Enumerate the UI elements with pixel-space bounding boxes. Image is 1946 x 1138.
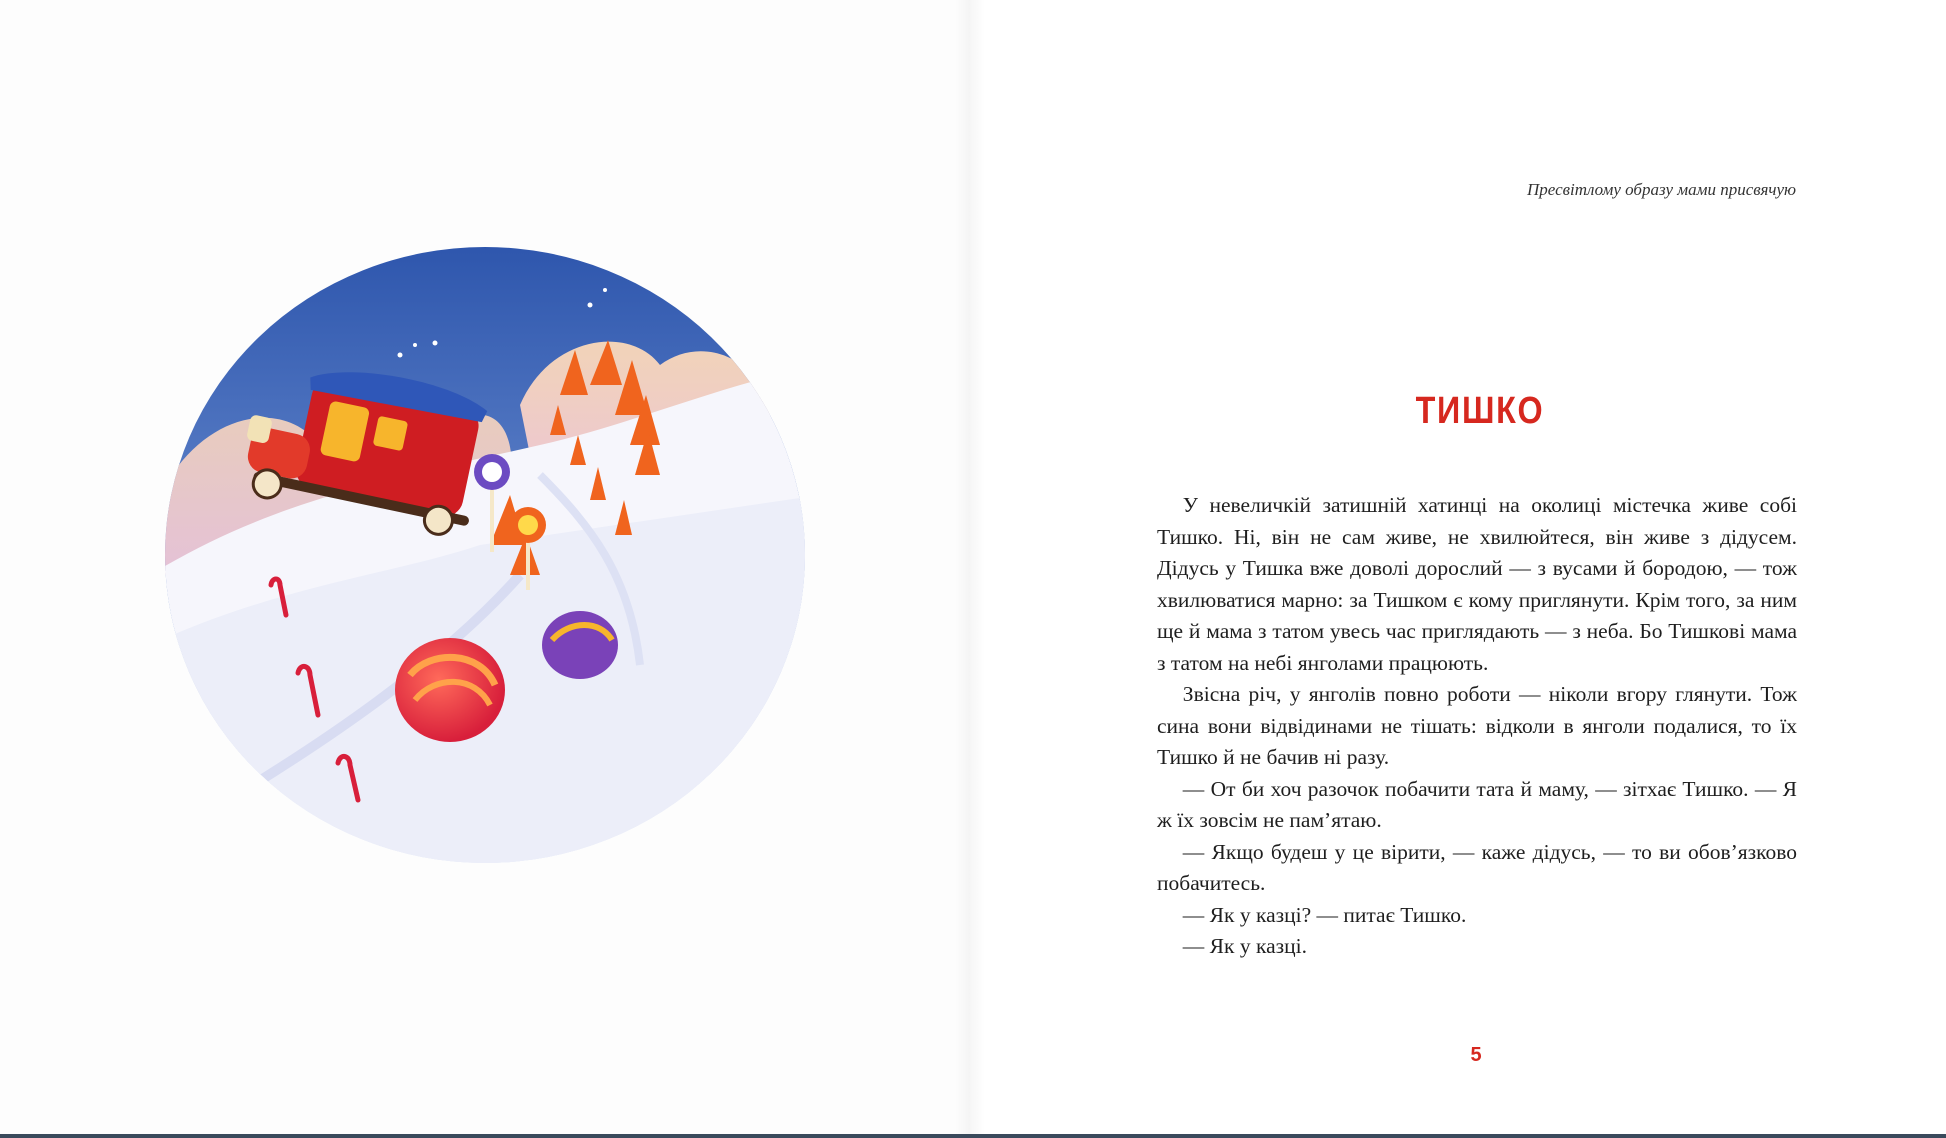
story-paragraph: Звісна річ, у янголів повно роботи — ніколи вгору глянути. Тож сина вони відвідинами не тішать: відколи в янголи подалися, то їх Тишко й не бачив ні разу. — [1157, 682, 1797, 769]
story-text — [1157, 490, 1797, 963]
dedication-text: Пресвітлому образу мами присвячую — [1527, 180, 1796, 199]
story-paragraph: — Якщо будеш у це вірити, — каже дідусь, — то ви обов’язково побачитесь. — [1157, 839, 1797, 895]
page-number: 5 — [1470, 1044, 1482, 1066]
story-paragraph: — Як у казці. — [1182, 934, 1307, 958]
book-gutter — [955, 0, 985, 1138]
story-paragraph: — Як у казці? — питає Тишко. — [1182, 902, 1467, 927]
chapter-title: ТИШКО — [1415, 390, 1545, 432]
round-illustration — [160, 245, 810, 865]
story-paragraph: — От би хоч разочок побачити тата й маму, — зітхає Тишко. — Я ж їх зовсім не пам’ятаю. — [1157, 776, 1797, 832]
page-bottom-edge — [0, 1134, 1946, 1138]
left-page — [0, 0, 970, 1138]
story-paragraph: У невеличкій затишній хатинці на околиці містечка живе собі Тишко. Ні, він не сам живе, не хвилюйтеся, він живе з дідусем. Дідусь у Тишка вже доволі дорослий — з вусами й бородою, — тож хвилюватися марно: за Тишком є кому приглянути. Крім того, за ним ще й мама з татом увесь час приглядають — з неба. Бо Тишкові мама з татом на небі янголами працюють. — [1157, 493, 1797, 675]
